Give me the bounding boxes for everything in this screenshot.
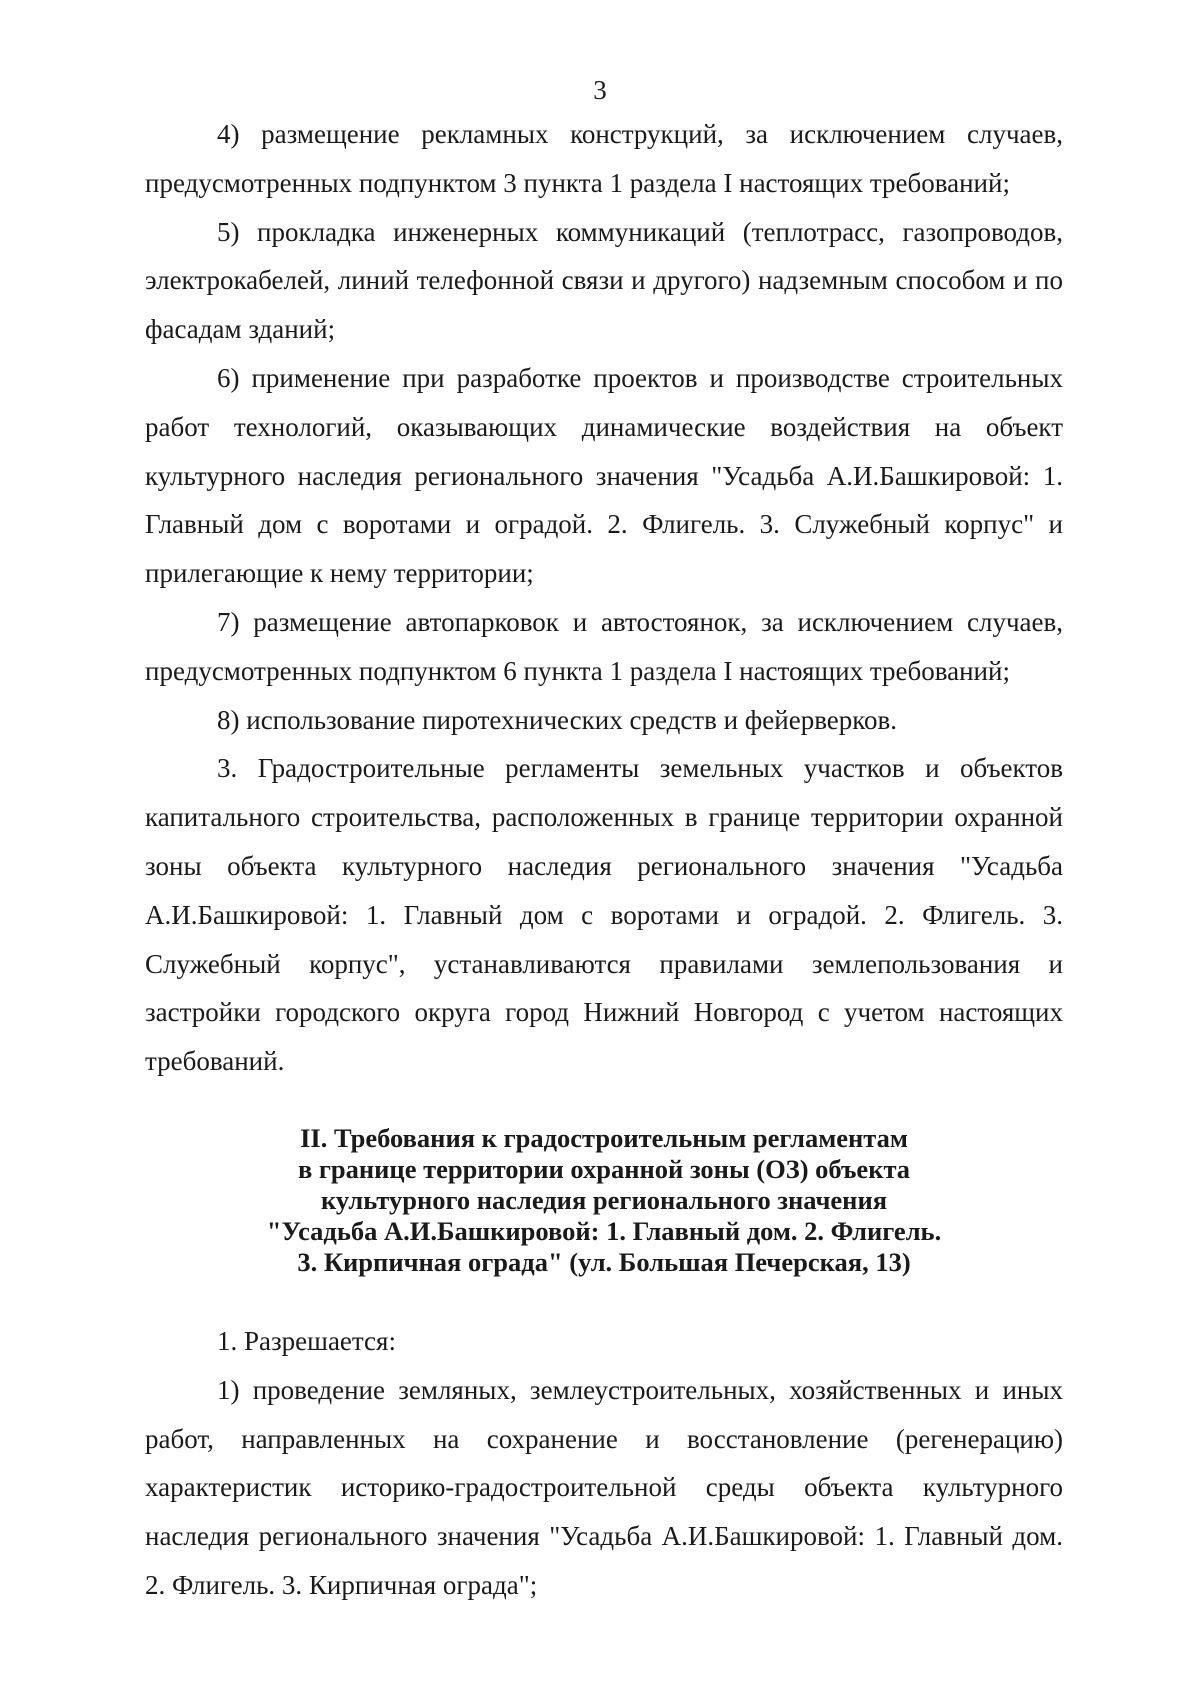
paragraph-item-4: 4) размещение рекламных конструкций, за исключением случаев, предусмотренных подпунктом 3 пункта 1 раздела I настоящих требований;	[145, 119, 1063, 198]
paragraph-item-8: 8) использование пиротехнических средств и фейерверков.	[217, 704, 898, 735]
paragraph-item-6: 6) применение при разработке проектов и производстве строительных работ технологий, оказывающих динамические воздействия на объект культурного наследия регионального значения "Усадьба А.И.Башкировой: 1. Главный дом с воротами и оградой. 2. Флигель. 3. Служебный корпус" и прилегающие к нему территории;	[145, 362, 1063, 589]
page-number: 3	[593, 75, 607, 105]
paragraph-clause-1: 1. Разрешается:	[217, 1326, 396, 1356]
section-2-heading	[145, 1123, 1063, 1278]
section-1-body	[145, 110, 1063, 1086]
paragraph-item-1: 1) проведение земляных, землеустроительных, хозяйственных и иных работ, направленных на сохранение и восстановление (регенерацию) характеристик историко-градостроительной среды объекта культурного наследия регионального значения "Усадьба А.И.Башкировой: 1. Главный дом. 2. Флигель. 3. Кирпичная ограда";	[145, 1374, 1063, 1600]
heading-line: культурного наследия регионального значения	[320, 1185, 888, 1215]
heading-line: в границе территории охранной зоны (ОЗ) объекта	[297, 1154, 911, 1184]
heading-line: 3. Кирпичная ограда" (ул. Большая Печерская, 13)	[297, 1247, 911, 1277]
section-2-body	[145, 1317, 1063, 1610]
paragraph-item-7: 7) размещение автопарковок и автостоянок, за исключением случаев, предусмотренных подпунктом 6 пункта 1 раздела I настоящих требований;	[145, 606, 1063, 686]
heading-line: "Усадьба А.И.Башкировой: 1. Главный дом. 2. Флигель.	[266, 1216, 942, 1246]
paragraph-clause-3: 3. Градостроительные регламенты земельных участков и объектов капитального строительства, расположенных в границе территории охранной зоны объекта культурного наследия регионального значения "Усадьба А.И.Башкировой: 1. Главный дом с воротами и оградой. 2. Флигель. 3. Служебный корпус", устанавливаются правилами землепользования и застройки городского округа город Нижний Новгород с учетом настоящих требований.	[145, 753, 1063, 1077]
paragraph-item-5: 5) прокладка инженерных коммуникаций (теплотрасс, газопроводов, электрокабелей, линий телефонной связи и другого) надземным способом и по фасадам зданий;	[145, 216, 1063, 345]
heading-line: II. Требования к градостроительным регламентам	[300, 1123, 908, 1153]
